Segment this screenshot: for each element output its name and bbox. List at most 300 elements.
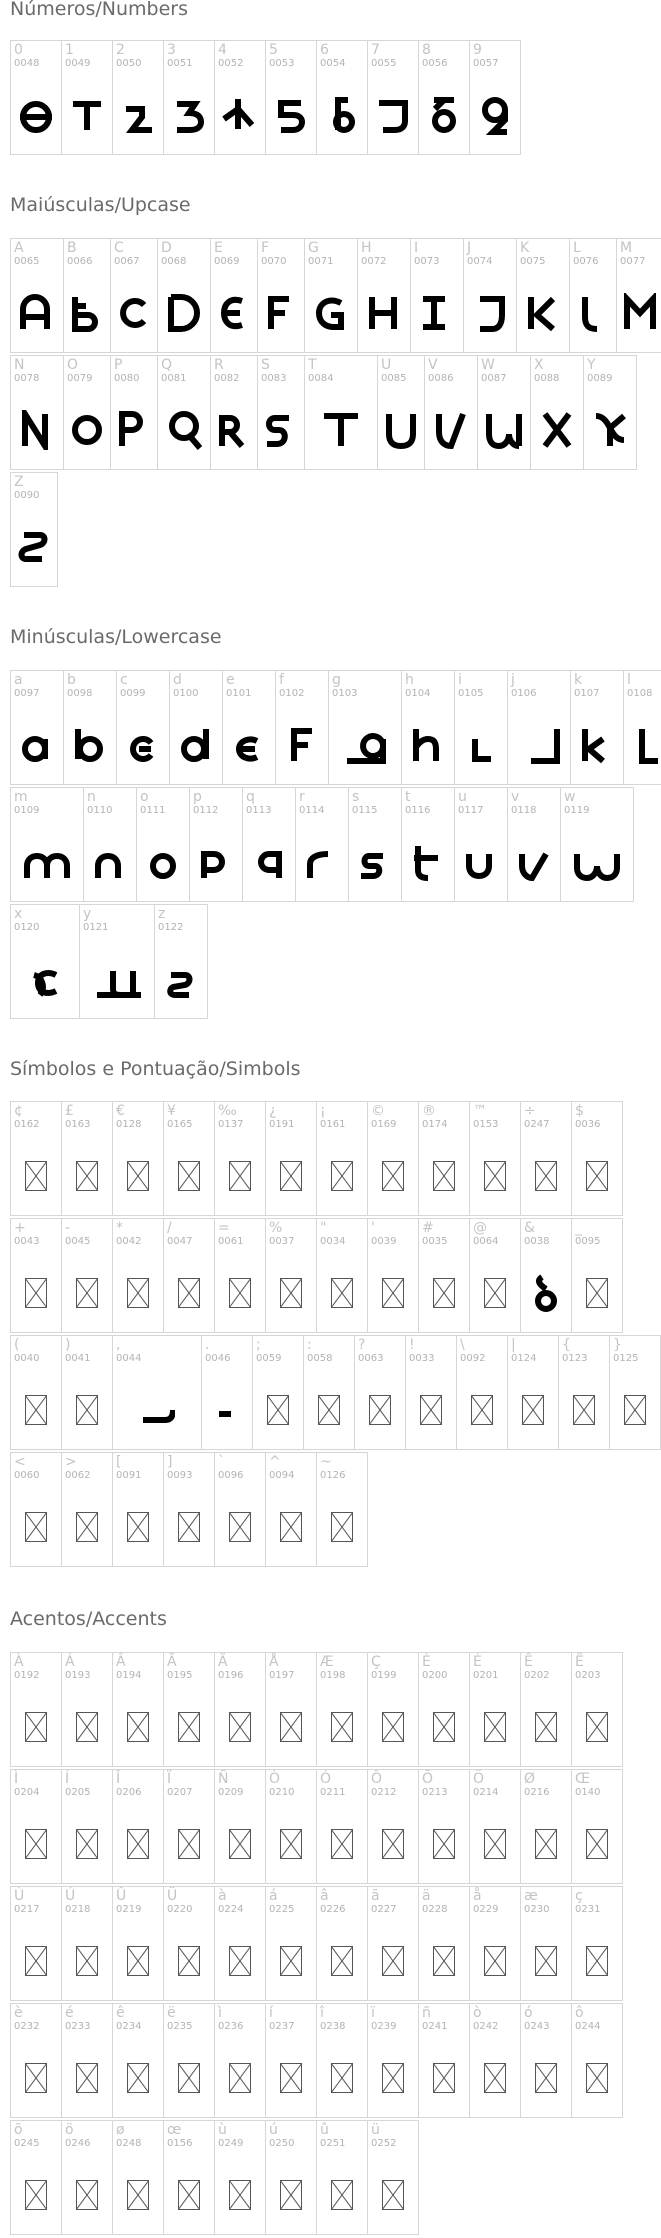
missing-glyph-icon [382, 2180, 404, 2210]
glyph-code-label: 0072 [361, 256, 387, 267]
glyph-preview [419, 85, 469, 145]
glyph-code-label: 0239 [371, 2021, 397, 2032]
glyph-character-label: Ì [14, 1771, 19, 1787]
glyph-preview [402, 832, 454, 892]
glyph-preview [158, 283, 210, 343]
glyph-character-label: Ë [575, 1654, 584, 1670]
glyph-preview [521, 2048, 571, 2108]
glyph-code-label: 0218 [65, 1904, 91, 1915]
glyph-cell [348, 787, 402, 902]
glyph-lm-icon [23, 842, 71, 882]
glyph-code-label: 0088 [534, 373, 560, 384]
glyph-grid-accents [10, 1652, 622, 2237]
missing-glyph-icon [382, 1161, 404, 1191]
glyph-cell [569, 238, 617, 353]
glyph-cell [571, 1652, 623, 1767]
missing-glyph-icon [535, 1712, 557, 1742]
glyph-preview [572, 1146, 622, 1206]
glyph-cell [469, 1218, 521, 1333]
glyph-character-label: - [65, 1220, 71, 1236]
glyph-code-label: 0065 [14, 256, 40, 267]
glyph-character-label: ! [409, 1337, 415, 1353]
glyph-character-label: { [562, 1337, 571, 1353]
glyph-character-label: ã [371, 1888, 380, 1904]
glyph-row [10, 1101, 660, 1218]
glyph-cell [316, 1218, 368, 1333]
glyph-row [10, 904, 661, 1021]
glyph-character-label: " [320, 1220, 327, 1236]
missing-glyph-icon [484, 1712, 506, 1742]
glyph-preview [317, 1497, 367, 1557]
glyph-code-label: 0059 [256, 1353, 282, 1364]
glyph-UM-icon [623, 293, 657, 333]
glyph-character-label: Í [65, 1771, 70, 1787]
glyph-code-label: 0083 [261, 373, 287, 384]
glyph-character-label: Î [116, 1771, 121, 1787]
missing-glyph-icon [76, 1512, 98, 1542]
section-title-lowercase: Minúsculas/Lowercase [10, 626, 222, 648]
glyph-character-label: Q [161, 357, 173, 373]
glyph-character-label: Ñ [218, 1771, 229, 1787]
glyph-preview [470, 1697, 520, 1757]
missing-glyph-icon [280, 1161, 302, 1191]
missing-glyph-icon [127, 2180, 149, 2210]
glyph-preview [211, 283, 257, 343]
glyph-cell [110, 355, 158, 470]
glyph-code-label: 0087 [481, 373, 507, 384]
glyph-preview [419, 2048, 469, 2108]
glyph-code-label: 0202 [524, 1670, 550, 1681]
glyph-code-label: 0056 [422, 58, 448, 69]
glyph-code-label: 0068 [161, 256, 187, 267]
glyph-cell [163, 1886, 215, 2001]
glyph-character-label: G [308, 240, 319, 256]
glyph-preview [11, 832, 83, 892]
glyph-code-label: 0034 [320, 1236, 346, 1247]
glyph-character-label: Ê [524, 1654, 533, 1670]
glyph-cell [63, 238, 111, 353]
glyph-cell [616, 238, 661, 353]
missing-glyph-icon [382, 1946, 404, 1976]
glyph-code-label: 0114 [299, 805, 325, 816]
glyph-character-label: ú [269, 2122, 278, 2138]
missing-glyph-icon [178, 2180, 200, 2210]
glyph-cell [214, 1452, 266, 1567]
missing-glyph-icon [127, 1712, 149, 1742]
glyph-preview [419, 1814, 469, 1874]
glyph-code-label: 0252 [371, 2138, 397, 2149]
glyph-character-label: õ [14, 2122, 23, 2138]
glyph-code-label: 0051 [167, 58, 193, 69]
missing-glyph-icon [522, 1395, 544, 1425]
glyph-code-label: 0197 [269, 1670, 295, 1681]
glyph-UD-icon [166, 293, 202, 333]
glyph-preview [164, 1697, 214, 1757]
glyph-cell [214, 2120, 266, 2235]
glyph-cell [418, 2003, 470, 2118]
glyph-character-label: à [218, 1888, 227, 1904]
glyph-character-label: ÷ [524, 1103, 536, 1119]
glyph-cell [214, 1652, 266, 1767]
glyph-code-label: 0049 [65, 58, 91, 69]
glyph-preview [253, 1380, 303, 1440]
glyph-character-label: t [405, 789, 411, 805]
glyph-preview [11, 715, 63, 775]
glyph-preview [304, 1380, 354, 1440]
glyph-character-label: ä [422, 1888, 431, 1904]
glyph-preview [572, 1263, 622, 1323]
glyph-n2-icon [118, 95, 158, 135]
glyph-preview [368, 1814, 418, 1874]
glyph-grid-upcase [10, 238, 661, 589]
glyph-code-label: 0198 [320, 1670, 346, 1681]
glyph-cell [571, 1101, 623, 1216]
glyph-code-label: 0124 [511, 1353, 537, 1364]
glyph-character-label: ) [65, 1337, 71, 1353]
glyph-preview [470, 1146, 520, 1206]
glyph-preview [111, 400, 157, 460]
glyph-character-label: 8 [422, 42, 431, 58]
missing-glyph-icon [127, 1161, 149, 1191]
glyph-row [10, 2120, 622, 2237]
glyph-code-label: 0231 [575, 1904, 601, 1915]
glyph-code-label: 0161 [320, 1119, 346, 1130]
glyph-code-label: 0111 [140, 805, 166, 816]
glyph-cell [214, 40, 266, 155]
glyph-preview [62, 85, 112, 145]
glyph-code-label: 0243 [524, 2021, 550, 2032]
glyph-cell [265, 40, 317, 155]
glyph-row [10, 1218, 660, 1335]
glyph-code-label: 0192 [14, 1670, 40, 1681]
glyph-preview [266, 1697, 316, 1757]
glyph-cell [530, 355, 584, 470]
glyph-n3-icon [169, 95, 209, 135]
glyph-character-label: } [613, 1337, 622, 1353]
glyph-preview [378, 400, 424, 460]
glyph-character-label: H [361, 240, 372, 256]
missing-glyph-icon [229, 1278, 251, 1308]
glyph-character-label: Æ [320, 1654, 334, 1670]
glyph-preview [470, 1814, 520, 1874]
glyph-cell [304, 355, 378, 470]
missing-glyph-icon [586, 1161, 608, 1191]
glyph-character-label: % [269, 1220, 283, 1236]
glyph-code-label: 0036 [575, 1119, 601, 1130]
glyph-preview [358, 283, 410, 343]
glyph-character-label: 3 [167, 42, 176, 58]
glyph-code-label: 0055 [371, 58, 397, 69]
glyph-preview [349, 832, 401, 892]
glyph-cell [367, 1769, 419, 1884]
glyph-preview [215, 1497, 265, 1557]
glyph-cell [316, 1769, 368, 1884]
missing-glyph-icon [573, 1395, 595, 1425]
glyph-character-label: 0 [14, 42, 23, 58]
glyph-cell [520, 1769, 572, 1884]
glyph-grid-lowercase [10, 670, 661, 1021]
glyph-cell [10, 1452, 62, 1567]
missing-glyph-icon [331, 1946, 353, 1976]
glyph-code-label: 0041 [65, 1353, 91, 1364]
missing-glyph-icon [382, 1278, 404, 1308]
glyph-character-label: l [627, 672, 631, 688]
glyph-code-label: 0101 [226, 688, 252, 699]
glyph-code-label: 0066 [67, 256, 93, 267]
missing-glyph-icon [280, 1278, 302, 1308]
missing-glyph-icon [25, 2063, 47, 2093]
glyph-character-label: é [65, 2005, 74, 2021]
glyph-code-label: 0086 [428, 373, 454, 384]
glyph-character-label: Y [587, 357, 596, 373]
glyph-cell [456, 1335, 508, 1450]
glyph-code-label: 0229 [473, 1904, 499, 1915]
glyph-preview [62, 1263, 112, 1323]
glyph-character-label: ø [116, 2122, 125, 2138]
glyph-code-label: 0090 [14, 490, 40, 501]
glyph-code-label: 0237 [269, 2021, 295, 2032]
glyph-ll-icon [632, 725, 661, 765]
glyph-n9-icon [475, 95, 515, 135]
missing-glyph-icon [127, 2063, 149, 2093]
glyph-cell [316, 1101, 368, 1216]
glyph-character-label: ë [167, 2005, 176, 2021]
glyph-cell [112, 1886, 164, 2001]
glyph-code-label: 0039 [371, 1236, 397, 1247]
glyph-character-label: O [67, 357, 79, 373]
glyph-preview [470, 2048, 520, 2108]
glyph-character-label: ü [371, 2122, 380, 2138]
glyph-character-label: h [405, 672, 414, 688]
glyph-UT-icon [322, 410, 360, 450]
glyph-character-label: n [87, 789, 96, 805]
glyph-preview [113, 2048, 163, 2108]
glyph-UF-icon [263, 293, 299, 333]
glyph-preview [258, 283, 304, 343]
missing-glyph-icon [76, 1161, 98, 1191]
glyph-cell [418, 40, 470, 155]
glyph-character-label: 6 [320, 42, 329, 58]
glyph-preview [521, 1931, 571, 1991]
missing-glyph-icon [535, 1829, 557, 1859]
glyph-cell [79, 904, 155, 1019]
glyph-code-label: 0071 [308, 256, 334, 267]
glyph-cell [265, 1218, 317, 1333]
glyph-character-label: ò [473, 2005, 482, 2021]
glyph-row [10, 1452, 660, 1569]
glyph-code-label: 0122 [158, 922, 184, 933]
glyph-cell [418, 1769, 470, 1884]
glyph-preview [517, 283, 569, 343]
glyph-code-label: 0233 [65, 2021, 91, 2032]
glyph-character-label: ‰ [218, 1103, 237, 1119]
glyph-cell [367, 1652, 419, 1767]
glyph-character-label: c [120, 672, 128, 688]
glyph-character-label: P [114, 357, 123, 373]
glyph-character-label: + [14, 1220, 26, 1236]
missing-glyph-icon [586, 1829, 608, 1859]
glyph-character-label: a [14, 672, 23, 688]
glyph-row [10, 355, 661, 472]
glyph-preview [266, 1146, 316, 1206]
glyph-cell [10, 1652, 62, 1767]
glyph-character-label: I [414, 240, 419, 256]
glyph-character-label: b [67, 672, 76, 688]
glyph-lc-icon [125, 725, 161, 765]
glyph-code-label: 0098 [67, 688, 93, 699]
glyph-code-label: 0213 [422, 1787, 448, 1798]
glyph-cell [210, 355, 258, 470]
glyph-preview [190, 832, 242, 892]
glyph-preview [11, 1146, 61, 1206]
glyph-cell [61, 40, 113, 155]
glyph-character-label: g [332, 672, 341, 688]
missing-glyph-icon [369, 1395, 391, 1425]
glyph-preview [170, 715, 222, 775]
glyph-preview [113, 1380, 201, 1440]
glyph-code-label: 0113 [246, 805, 272, 816]
glyph-cell [214, 1886, 266, 2001]
glyph-character-label: î [320, 2005, 324, 2021]
glyph-character-label: Ù [14, 1888, 25, 1904]
glyph-cell [367, 2120, 419, 2235]
glyph-cell [10, 472, 58, 587]
glyph-code-label: 0210 [269, 1787, 295, 1798]
glyph-n5-icon [271, 95, 311, 135]
glyph-character-label: ¿ [269, 1103, 277, 1119]
glyph-cell [10, 238, 64, 353]
glyph-preview [266, 2048, 316, 2108]
glyph-character-label: Ô [371, 1771, 383, 1787]
glyph-character-label: œ [167, 2122, 182, 2138]
missing-glyph-icon [267, 1395, 289, 1425]
glyph-cell [10, 1101, 62, 1216]
glyph-character-label: ù [218, 2122, 227, 2138]
glyph-preview [470, 85, 520, 145]
glyph-cell [424, 355, 478, 470]
glyph-preview [62, 1497, 112, 1557]
glyph-character-label: É [473, 1654, 482, 1670]
glyph-row [10, 670, 661, 787]
glyph-cell [469, 1769, 521, 1884]
missing-glyph-icon [229, 1512, 251, 1542]
glyph-cell [61, 2120, 113, 2235]
glyph-cell [214, 1769, 266, 1884]
glyph-lh-icon [410, 725, 446, 765]
glyph-preview [62, 1697, 112, 1757]
glyph-character-label: z [158, 906, 166, 922]
glyph-code-label: 0094 [269, 1470, 295, 1481]
glyph-cell [570, 670, 624, 785]
glyph-character-label: p [193, 789, 202, 805]
missing-glyph-icon [178, 1712, 200, 1742]
glyph-preview [215, 1146, 265, 1206]
section-title-simbols: Símbolos e Pontuação/Simbols [10, 1058, 301, 1080]
glyph-character-label: J [467, 240, 472, 256]
missing-glyph-icon [76, 1395, 98, 1425]
glyph-character-label: á [269, 1888, 278, 1904]
glyph-code-label: 0225 [269, 1904, 295, 1915]
glyph-preview [215, 2165, 265, 2225]
glyph-code-label: 0126 [320, 1470, 346, 1481]
glyph-code-label: 0105 [458, 688, 484, 699]
missing-glyph-icon [25, 1712, 47, 1742]
glyph-cell [418, 1652, 470, 1767]
glyph-code-label: 0048 [14, 58, 40, 69]
glyph-preview [11, 1931, 61, 1991]
glyph-character-label: S [261, 357, 270, 373]
glyph-code-label: 0096 [218, 1470, 244, 1481]
glyph-preview [305, 283, 357, 343]
glyph-cell [469, 1101, 521, 1216]
glyph-preview [561, 832, 633, 892]
missing-glyph-icon [331, 1512, 353, 1542]
glyph-code-label: 0156 [167, 2138, 193, 2149]
glyph-character-label: 9 [473, 42, 482, 58]
glyph-cell [328, 670, 402, 785]
glyph-preview [11, 517, 57, 577]
glyph-preview [215, 1697, 265, 1757]
glyph-row [10, 1652, 622, 1769]
glyph-code-label: 0199 [371, 1670, 397, 1681]
glyph-cell [222, 670, 276, 785]
glyph-UV-icon [433, 410, 469, 450]
glyph-cell [405, 1335, 457, 1450]
glyph-preview [419, 1931, 469, 1991]
glyph-preview [113, 1146, 163, 1206]
glyph-preview [266, 1814, 316, 1874]
missing-glyph-icon [484, 1829, 506, 1859]
missing-glyph-icon [229, 2180, 251, 2210]
glyph-code-label: 0120 [14, 922, 40, 933]
glyph-cell [257, 355, 305, 470]
glyph-character-label: ô [575, 2005, 584, 2021]
glyph-cell [558, 1335, 610, 1450]
glyph-character-label: å [473, 1888, 482, 1904]
glyph-code-label: 0227 [371, 1904, 397, 1915]
glyph-code-label: 0104 [405, 688, 431, 699]
glyph-character-label: ¡ [320, 1103, 326, 1119]
glyph-character-label: y [83, 906, 92, 922]
glyph-character-label: Ä [218, 1654, 228, 1670]
missing-glyph-icon [433, 1829, 455, 1859]
glyph-cell [275, 670, 329, 785]
glyph-character-label: Ó [320, 1771, 332, 1787]
glyph-lv-icon [516, 842, 552, 882]
glyph-preview [113, 1697, 163, 1757]
glyph-preview [317, 1146, 367, 1206]
glyph-row [10, 472, 661, 589]
glyph-character-label: ì [218, 2005, 222, 2021]
glyph-cell [516, 238, 570, 353]
missing-glyph-icon [331, 1161, 353, 1191]
glyph-character-label: Ã [167, 1654, 177, 1670]
glyph-character-label: ] [167, 1454, 173, 1470]
glyph-cell [112, 1335, 202, 1450]
glyph-UG-icon [313, 293, 349, 333]
glyph-code-label: 0061 [218, 1236, 244, 1247]
glyph-code-label: 0207 [167, 1787, 193, 1798]
glyph-preview [215, 85, 265, 145]
glyph-cell [367, 2003, 419, 2118]
glyph-cell [163, 40, 215, 155]
glyph-character-label: q [246, 789, 255, 805]
glyph-cell [454, 787, 508, 902]
missing-glyph-icon [229, 1829, 251, 1859]
glyph-preview [64, 283, 110, 343]
glyph-preview [317, 2048, 367, 2108]
glyph-character-label: Â [116, 1654, 126, 1670]
